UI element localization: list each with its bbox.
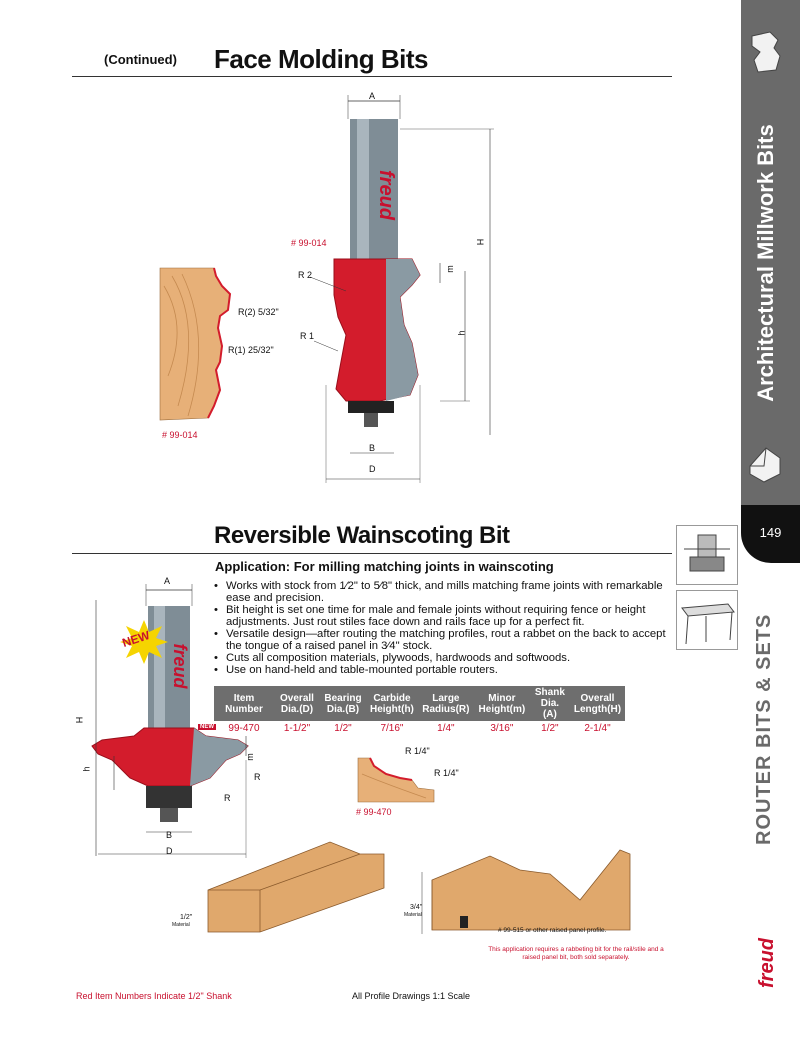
dim-d: D [369,464,376,474]
profile-r1-label: R(1) 25/32" [228,345,274,355]
dim-h-carbide: h [81,766,92,772]
title-rule [72,76,672,77]
dim-a: A [164,576,171,586]
profile-r-side-label: R 1/4" [434,768,459,778]
column-header: Overall Length(H) [570,686,625,721]
face-molding-profile [158,266,238,424]
dim-h-overall: H [74,716,85,724]
page-title: Face Molding Bits [214,44,428,74]
radius-r-label: R [254,772,261,782]
router-table-icon [676,590,738,650]
dim-h-overall: H [475,238,486,246]
feature-list [214,580,668,676]
dim-d: D [166,846,173,856]
column-header: Minor Height(m) [474,686,530,721]
dim-a: A [369,91,376,101]
column-header: Item Number [214,686,274,721]
section-rule [72,553,672,554]
wainscoting-profile [356,754,436,804]
section-title-vertical: Architectural Millwork Bits [753,124,778,402]
column-header: Carbide Height(h) [366,686,418,721]
material-right-thickness: 3/4" [410,904,423,911]
table-cell: 7/16" [380,723,404,734]
svg-text:freud: freud [170,643,190,689]
table-cell: 1/2" [541,723,559,734]
radius-r-label-lower: R [224,793,231,803]
table-cell: 1-1/2" [283,723,311,734]
router-icon [676,525,738,585]
spec-table [200,686,625,736]
wainscoting-bit-diagram [70,570,270,870]
column-header: Bearing Dia.(B) [320,686,366,721]
footer-left-note: Red Item Numbers Indicate 1/2" Shank [76,991,232,1001]
table-header-row [214,686,625,721]
molding-block-icon [748,440,784,484]
table-cell: 1/2" [334,723,352,734]
radius-r1-label: R 1 [300,331,315,341]
dim-m: m [244,753,255,761]
table-cell: 1/4" [437,723,455,734]
continued-label: (Continued) [104,52,177,67]
table-cell: 3/16" [490,723,514,734]
feature-item: • Cuts all composition materials, plywoods, hardwoods and softwoods. [224,652,668,664]
page-number-tab [741,505,800,563]
application-note: This application requires a rabbeting bit for the rail/stile and a raised panel bit, both sold separately. [488,946,664,961]
material-right-caption: Material [404,912,422,918]
feature-item: • Bit height is set one time for male and female joints without requiring fence or height adjustments. Just rout stiles face down and rails face up for a perfect fit. [224,604,668,628]
molding-profile-icon [748,30,784,74]
dim-b: B [369,443,376,453]
section-title: Reversible Wainscoting Bit [214,522,510,549]
callout-label: # 99-515 or other raised panel profile. [498,927,607,934]
table-cell: NEW 99-470 [200,723,260,734]
column-header: Shank Dia.(A) [530,686,570,721]
new-badge-label: NEW [120,628,152,650]
feature-item: • Versatile design—after routing the matching profiles, rout a rabbet on the back to accept the tongue of a raised panel in 3⁄4" stock. [224,628,668,652]
radius-r2-label: R 2 [298,270,313,280]
brand-logo: freud [756,938,778,988]
new-row-badge: NEW [200,724,214,730]
material-left-thickness: 1/2" [180,914,193,921]
dim-b: B [166,830,173,840]
svg-text:freud: freud [375,170,397,220]
dim-m: m [444,265,455,273]
category-vertical: ROUTER BITS & SETS [753,613,775,845]
application-text: Application: For milling matching joints in wainscoting [215,559,554,574]
column-header: Overall Dia.(D) [274,686,320,721]
item-number-label: # 99-014 [291,238,327,248]
feature-item: • Works with stock from 1⁄2" to 5⁄8" thick, and mills matching frame joints with remarkable ease and precision. [224,580,668,604]
table-row [214,721,625,736]
profile-r-top-label: R 1/4" [405,746,430,756]
table-cell: 2-1/4" [584,723,611,734]
page-number: 149 [759,525,782,540]
profile-r2-label: R(2) 5/32" [238,307,279,317]
profile-item-label: # 99-014 [162,430,198,440]
profile-item-label: # 99-470 [356,807,392,817]
dim-h-carbide: h [456,330,467,336]
footer-center-note: All Profile Drawings 1:1 Scale [352,991,471,1001]
material-left-caption: Material [172,922,190,928]
feature-item: • Use on hand-held and table-mounted portable routers. [224,664,668,676]
column-header: Large Radius(R) [418,686,474,721]
